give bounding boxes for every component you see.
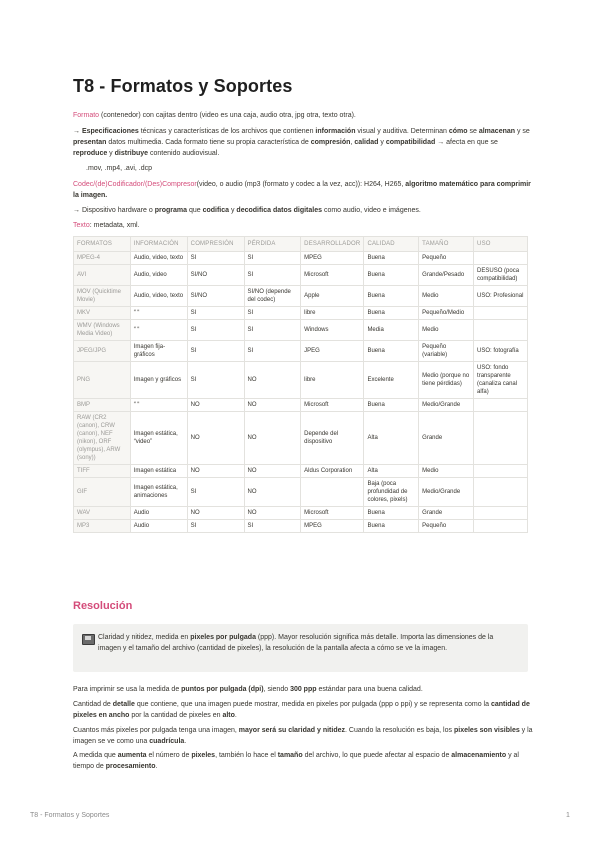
table-cell — [474, 320, 528, 341]
table-cell: Pequeño (variable) — [419, 341, 474, 362]
table-cell: Audio, video, texto — [130, 252, 187, 265]
table-cell: Imagen estática, “video” — [130, 412, 187, 465]
table-row — [74, 465, 528, 478]
table-cell: NO — [244, 478, 301, 507]
table-cell: Medio/Grande — [419, 399, 474, 412]
table-row — [74, 399, 528, 412]
format-name-cell: RAW (CR2 (canon), CRW (canon), NEF (nikon), ORF (olympus), ARW (sony)) — [74, 412, 131, 465]
table-cell — [474, 465, 528, 478]
resolucion-callout — [73, 624, 528, 672]
table-cell: DESUSO (poca compatibilidad) — [474, 265, 528, 286]
table-cell: Audio — [130, 507, 187, 520]
table-row — [74, 362, 528, 399]
table-cell: libre — [301, 307, 364, 320]
table-cell: Microsoft — [301, 399, 364, 412]
column-header: COMPRESIÓN — [187, 237, 244, 252]
column-header: INFORMACIÓN — [130, 237, 187, 252]
texto-paragraph: Texto: metadata, xml. — [73, 222, 140, 229]
table-cell: SI/NO — [187, 265, 244, 286]
table-cell: SI — [244, 252, 301, 265]
table-cell: “ “ — [130, 320, 187, 341]
resolucion-paragraph-4: A medida que aumenta el número de pixeles, también lo hace el tamaño del archivo, lo que puede afectar al espacio de almacenamiento y al tiempo de procesamiento. — [73, 752, 519, 770]
table-cell: SI/NO (depende del codec) — [244, 286, 301, 307]
format-name-cell: WAV — [74, 507, 131, 520]
table-cell: Buena — [364, 286, 419, 307]
table-cell — [301, 478, 364, 507]
table-cell: Audio, video — [130, 265, 187, 286]
table-cell: SI — [187, 320, 244, 341]
table-cell: MPEG — [301, 520, 364, 533]
table-cell: Buena — [364, 341, 419, 362]
table-cell: SI — [187, 478, 244, 507]
table-cell: SI — [187, 252, 244, 265]
resolucion-paragraph-2: Cantidad de detalle que contiene, que una imagen puede mostrar, medida en pixeles por pulgada (ppp o ppi) y se representa como la cantidad de pixeles en ancho por la cantidad de pixeles en alto. — [73, 701, 530, 719]
resolucion-heading: Resolución — [73, 600, 133, 612]
table-cell — [474, 307, 528, 320]
format-name-cell: JPEG/JPG — [74, 341, 131, 362]
table-body — [74, 252, 528, 533]
format-name-cell: MOV (Quicktime Movie) — [74, 286, 131, 307]
table-cell: Apple — [301, 286, 364, 307]
especificaciones-paragraph: → Especificaciones técnicas y características de los archivos que contienen información visual y auditiva. Determinan cómo se almacenan y se presentan datos multimedia. Cada formato tiene su propia característica de compresión, calidad y compatibilidad → afecta en que se reproduce y distribuye contenido audiovisual. — [73, 128, 530, 157]
table-cell: SI — [187, 520, 244, 533]
table-cell: Pequeño — [419, 520, 474, 533]
table-cell — [474, 507, 528, 520]
footer-title: T8 - Formatos y Soportes — [30, 812, 110, 819]
format-name-cell: PNG — [74, 362, 131, 399]
table-cell: USO: Profesional — [474, 286, 528, 307]
dispositivo-paragraph: → Dispositivo hardware o programa que codifica y decodifica datos digitales como audio, video e imágenes. — [73, 207, 421, 214]
table-cell: NO — [244, 465, 301, 478]
formato-label: Formato — [73, 112, 100, 119]
formato-paragraph: Formato (contenedor) con cajitas dentro (video es una caja, audio otra, jpg otra, texto otra). — [73, 112, 356, 119]
table-cell: Excelente — [364, 362, 419, 399]
table-row — [74, 265, 528, 286]
resolucion-paragraph-1: Para imprimir se usa la medida de puntos por pulgada (dpi), siendo 300 ppp estándar para una buena calidad. — [73, 686, 423, 693]
table-cell: Pequeño — [419, 252, 474, 265]
page-number: 1 — [566, 812, 570, 819]
table-header-row — [74, 237, 528, 252]
table-cell: Imagen y gráficos — [130, 362, 187, 399]
table-row — [74, 307, 528, 320]
formats-table — [73, 236, 528, 533]
table-row — [74, 341, 528, 362]
table-cell: SI — [244, 520, 301, 533]
table-cell: Buena — [364, 265, 419, 286]
table-row — [74, 507, 528, 520]
table-cell: SI — [187, 307, 244, 320]
format-name-cell: TIFF — [74, 465, 131, 478]
table-cell: SI — [244, 341, 301, 362]
table-cell: Alta — [364, 412, 419, 465]
table-cell: Medio (porque no tiene pérdidas) — [419, 362, 474, 399]
table-cell: Buena — [364, 507, 419, 520]
column-header: PÉRDIDA — [244, 237, 301, 252]
table-cell: Grande/Pesado — [419, 265, 474, 286]
column-header: CALIDAD — [364, 237, 419, 252]
table-cell: SI — [244, 307, 301, 320]
table-cell: NO — [244, 399, 301, 412]
table-row — [74, 286, 528, 307]
format-name-cell: MP3 — [74, 520, 131, 533]
table-cell: Imagen estática — [130, 465, 187, 478]
texto-label: Texto — [73, 222, 90, 229]
table-row — [74, 252, 528, 265]
table-cell — [474, 399, 528, 412]
codec-label: Codec/(de)Codificador/(Des)Compresor — [73, 181, 197, 188]
page-title: T8 - Formatos y Soportes — [73, 76, 293, 96]
table-cell: NO — [187, 412, 244, 465]
table-cell: Baja (poca profundidad de colores, pixels) — [364, 478, 419, 507]
computer-icon — [82, 634, 95, 645]
table-cell — [474, 520, 528, 533]
table-cell: USO: fondo transparente (canaliza canal alfa) — [474, 362, 528, 399]
table-cell — [474, 252, 528, 265]
table-cell: Medio — [419, 465, 474, 478]
table-cell: Grande — [419, 507, 474, 520]
table-row — [74, 320, 528, 341]
table-cell: SI — [187, 341, 244, 362]
table-cell: NO — [187, 507, 244, 520]
table-cell: NO — [244, 412, 301, 465]
table-cell: USO: fotografía — [474, 341, 528, 362]
format-name-cell: GIF — [74, 478, 131, 507]
column-header: DESARROLLADOR — [301, 237, 364, 252]
table-cell — [474, 478, 528, 507]
table-cell: SI — [187, 362, 244, 399]
table-cell: Aldus Corporation — [301, 465, 364, 478]
table-cell: NO — [187, 399, 244, 412]
table-cell: Audio, video, texto — [130, 286, 187, 307]
table-cell: Buena — [364, 520, 419, 533]
format-name-cell: AVI — [74, 265, 131, 286]
table-cell: Depende del dispositivo — [301, 412, 364, 465]
table-cell: Alta — [364, 465, 419, 478]
table-cell: NO — [244, 507, 301, 520]
table-cell: Imagen estática, animaciones — [130, 478, 187, 507]
table-cell: libre — [301, 362, 364, 399]
table-row — [74, 478, 528, 507]
table-cell: Windows — [301, 320, 364, 341]
table-cell — [474, 412, 528, 465]
table-cell: Microsoft — [301, 507, 364, 520]
table-row — [74, 412, 528, 465]
codec-paragraph: Codec/(de)Codificador/(Des)Compresor(video, o audio (mp3 (formato y codec a la vez, acc)): H264, H265, algoritmo matemático para comprimir la imagen. — [73, 181, 531, 199]
table-cell: Buena — [364, 399, 419, 412]
table-cell: SI/NO — [187, 286, 244, 307]
table-cell: Medio/Grande — [419, 478, 474, 507]
table-cell: “ “ — [130, 399, 187, 412]
table-cell: Audio — [130, 520, 187, 533]
table-cell: JPEG — [301, 341, 364, 362]
table-cell: Medio — [419, 320, 474, 341]
table-cell: Buena — [364, 252, 419, 265]
format-name-cell: MKV — [74, 307, 131, 320]
column-header: TAMAÑO — [419, 237, 474, 252]
table-cell: Pequeño/Medio — [419, 307, 474, 320]
table-cell: Medio — [419, 286, 474, 307]
column-header: USO — [474, 237, 528, 252]
table-cell: Grande — [419, 412, 474, 465]
table-cell: Buena — [364, 307, 419, 320]
column-header: FORMATOS — [74, 237, 131, 252]
resolucion-paragraph-3: Cuantos más pixeles por pulgada tenga una imagen, mayor será su claridad y nitidez. Cuando la resolución es baja, los pixeles son visibles y la imagen se ve como una cuadrícula. — [73, 727, 533, 745]
extensions-list: .mov, .mp4, .avi, .dcp — [86, 165, 153, 172]
table-cell: Media — [364, 320, 419, 341]
table-cell: NO — [244, 362, 301, 399]
table-cell: NO — [187, 465, 244, 478]
format-name-cell: BMP — [74, 399, 131, 412]
format-name-cell: WMV (Windows Media Video) — [74, 320, 131, 341]
table-cell: MPEG — [301, 252, 364, 265]
format-name-cell: MPEG-4 — [74, 252, 131, 265]
callout-text: Claridad y nitidez, medida en pixeles por pulgada (ppp). Mayor resolución significa más detalle. Importa las dimensiones de la imagen y el tamaño del archivo (cantidad de pixeles), la resolución de la pantalla afecta a cómo se ve la imagen. — [98, 634, 494, 652]
table-cell: Microsoft — [301, 265, 364, 286]
table-cell: “ “ — [130, 307, 187, 320]
table-row — [74, 520, 528, 533]
table-cell: SI — [244, 320, 301, 341]
table-cell: Imagen fija-gráficos — [130, 341, 187, 362]
table-cell: SI — [244, 265, 301, 286]
